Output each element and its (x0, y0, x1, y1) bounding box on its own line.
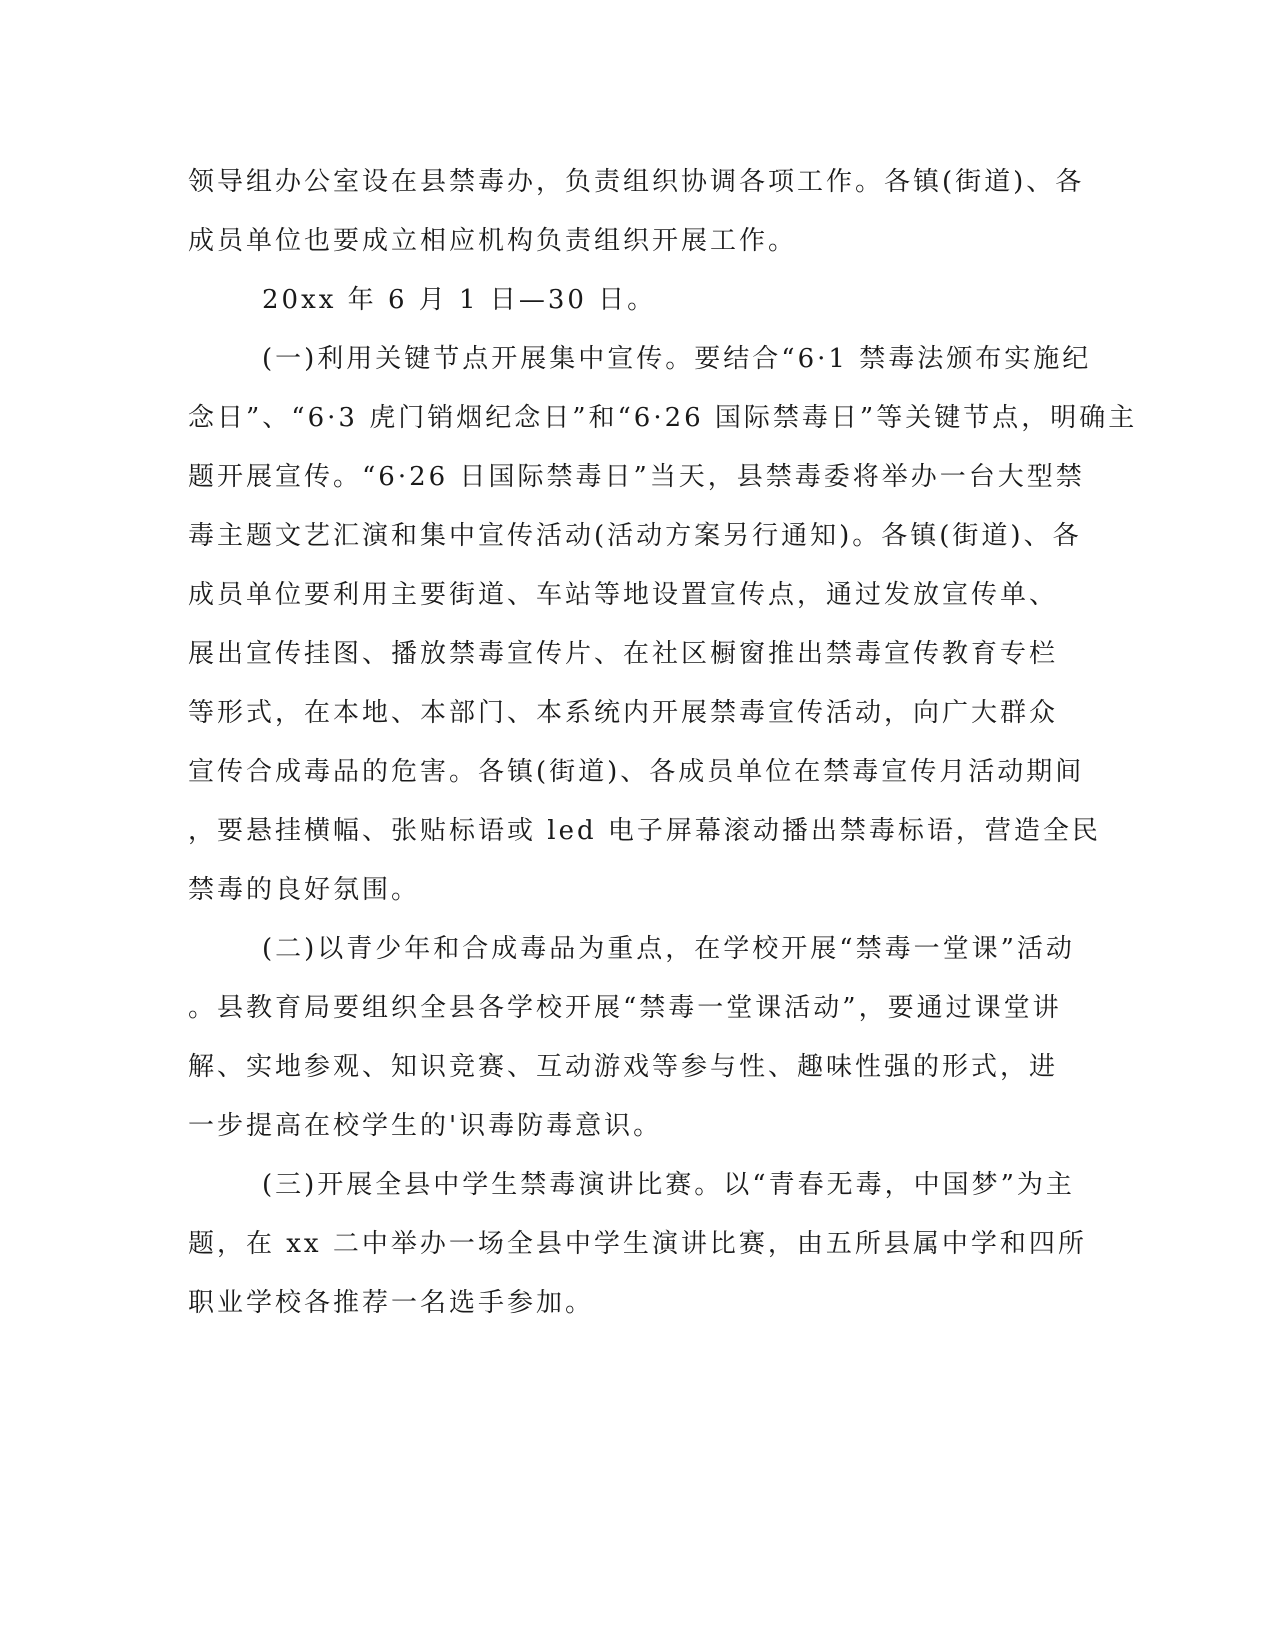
text-line: 解、实地参观、知识竞赛、互动游戏等参与性、趣味性强的形式，进 (188, 1052, 1059, 1082)
text-line: 职业学校各推荐一名选手参加。 (188, 1288, 595, 1318)
text-line: 禁毒的良好氛围。 (188, 875, 421, 905)
text-line: 等形式，在本地、本部门、本系统内开展禁毒宣传活动，向广大群众 (188, 698, 1059, 728)
text-line: ，要悬挂横幅、张贴标语或 led 电子屏幕滚动播出禁毒标语，营造全民 (188, 816, 1101, 846)
text-line: 。县教育局要组织全县各学校开展“禁毒一堂课活动”，要通过课堂讲 (188, 993, 1062, 1023)
text-line: 展出宣传挂图、播放禁毒宣传片、在社区橱窗推出禁毒宣传教育专栏 (188, 639, 1059, 669)
text-line: 毒主题文艺汇演和集中宣传活动(活动方案另行通知)。各镇(街道)、各 (188, 521, 1082, 551)
text-line: (一)利用关键节点开展集中宣传。要结合“6·1 禁毒法颁布实施纪 (262, 344, 1092, 374)
text-line: 成员单位也要成立相应机构负责组织开展工作。 (188, 226, 798, 256)
text-line: 题开展宣传。“6·26 日国际禁毒日”当天，县禁毒委将举办一台大型禁 (188, 462, 1085, 492)
text-line: 一步提高在校学生的'识毒防毒意识。 (188, 1111, 663, 1141)
text-line: 成员单位要利用主要街道、车站等地设置宣传点，通过发放宣传单、 (188, 580, 1059, 610)
text-line: 20xx 年 6 月 1 日—30 日。 (262, 285, 657, 315)
text-line: (二)以青少年和合成毒品为重点，在学校开展“禁毒一堂课”活动 (262, 934, 1075, 964)
text-line: 念日”、“6·3 虎门销烟纪念日”和“6·26 国际禁毒日”等关键节点，明确主 (188, 403, 1138, 433)
text-line: 领导组办公室设在县禁毒办，负责组织协调各项工作。各镇(街道)、各 (188, 167, 1085, 197)
text-line: 题，在 xx 二中举办一场全县中学生演讲比赛，由五所县属中学和四所 (188, 1229, 1087, 1259)
text-line: 宣传合成毒品的危害。各镇(街道)、各成员单位在禁毒宣传月活动期间 (188, 757, 1085, 787)
text-line: (三)开展全县中学生禁毒演讲比赛。以“青春无毒，中国梦”为主 (262, 1170, 1075, 1200)
